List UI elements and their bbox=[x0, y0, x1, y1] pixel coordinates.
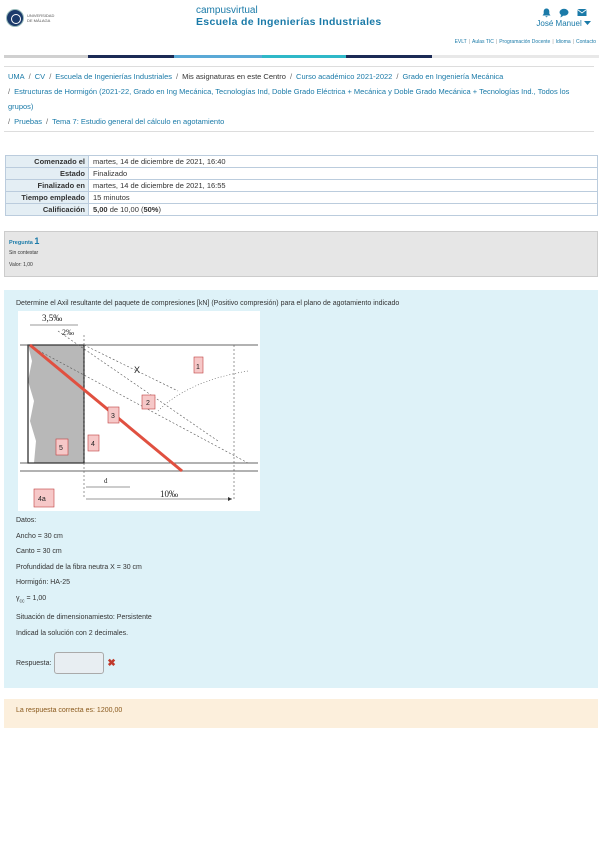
university-logo[interactable] bbox=[6, 8, 62, 28]
data-heading: Datos: bbox=[16, 517, 37, 524]
site-title-line1: campusvirtual bbox=[196, 5, 258, 16]
data-width: Ancho = 30 cm bbox=[16, 532, 63, 540]
summary-value: martes, 14 de diciembre de 2021, 16:40 bbox=[89, 156, 598, 168]
link-contacto[interactable]: Contacto bbox=[575, 39, 596, 45]
top-links: EVLT | Aulas TIC | Programación Docente | Idioma | Contacto bbox=[454, 39, 596, 45]
site-title-line2: Escuela de Ingenierías Industriales bbox=[196, 16, 382, 28]
d-label: d bbox=[104, 477, 108, 485]
summary-row-started bbox=[6, 156, 598, 168]
region-4a-label: 4a bbox=[38, 496, 46, 503]
summary-row-finished bbox=[6, 180, 598, 192]
question-formulation bbox=[4, 290, 598, 688]
summary-value: 15 minutos bbox=[89, 192, 598, 204]
header-color-bar bbox=[4, 55, 599, 58]
region-1-label: 1 bbox=[196, 364, 200, 371]
question-status: Sin contestar bbox=[9, 250, 39, 256]
breadcrumb-curso[interactable]: Curso académico 2021-2022 bbox=[296, 72, 393, 81]
data-situation: Situación de dimensionamiesto: Persistente bbox=[16, 613, 152, 621]
data-instruction: Indicad la solución con 2 decimales. bbox=[16, 629, 129, 637]
breadcrumb-pruebas[interactable]: Pruebas bbox=[14, 117, 43, 126]
breadcrumb-uma[interactable]: UMA bbox=[8, 72, 25, 81]
data-concrete: Hormigón: HA-25 bbox=[16, 579, 71, 587]
question-info bbox=[4, 231, 598, 277]
incorrect-icon: ✖ bbox=[107, 657, 116, 669]
breadcrumb-escuela[interactable]: Escuela de Ingenierías Industriales bbox=[55, 72, 173, 81]
summary-value: Finalizado bbox=[89, 168, 598, 180]
neutral-axis-label: X bbox=[134, 365, 141, 375]
answer-row bbox=[16, 652, 586, 674]
university-seal-icon bbox=[6, 9, 24, 27]
site-title[interactable] bbox=[196, 5, 382, 28]
summary-row-state bbox=[6, 168, 598, 180]
question-number: Pregunta 1 bbox=[9, 236, 40, 246]
breadcrumb: UMA / CV / Escuela de Ingenierías Industriales / Mis asignaturas en este Centro / Curso académico 2021-2022 / Grado en Ingeniería Mecánica / Estructuras de Hormigón (2021-22, Grado en Ing Mecánica, Tecnologías Ind, Doble Grado Eléctrica + Mecánica y Doble Grado Mecánica + Tecnologías Ind., Todos los grupos) / Pruebas / Tema 7: Estudio general del cálculo en agotamiento bbox=[4, 66, 594, 132]
logo-text-line1: UNIVERSIDAD bbox=[27, 13, 55, 18]
region-2-label: 2 bbox=[146, 400, 150, 407]
breadcrumb-tema[interactable]: Tema 7: Estudio general del cálculo en agotamiento bbox=[52, 117, 225, 126]
user-menu[interactable] bbox=[536, 19, 591, 28]
link-aulas-tic[interactable]: Aulas TIC bbox=[472, 39, 494, 45]
link-programacion-docente[interactable]: Programación Docente bbox=[499, 39, 551, 45]
summary-value bbox=[89, 204, 598, 216]
grade-mid: de 10,00 ( bbox=[107, 205, 144, 214]
summary-label: Comenzado el bbox=[6, 156, 89, 168]
strain-10-label: 10‰ bbox=[160, 489, 178, 499]
user-name: José Manuel bbox=[536, 19, 582, 28]
strain-diagram-image bbox=[18, 311, 260, 511]
strain-35-label: 3,5‰ bbox=[42, 313, 63, 323]
link-idioma[interactable]: Idioma bbox=[555, 39, 571, 45]
summary-label: Finalizado en bbox=[6, 180, 89, 192]
caret-down-icon bbox=[584, 19, 591, 28]
breadcrumb-cv[interactable]: CV bbox=[34, 72, 46, 81]
grade-value: 5,00 bbox=[93, 205, 108, 214]
right-answer-feedback: La respuesta correcta es: 1200,00 bbox=[4, 699, 598, 728]
summary-row-grade bbox=[6, 204, 598, 216]
strain-2-label: 2‰ bbox=[62, 328, 74, 337]
summary-label: Estado bbox=[6, 168, 89, 180]
question-data bbox=[16, 513, 586, 641]
question-mark: Valor: 1,00 bbox=[9, 262, 33, 268]
breadcrumb-grado[interactable]: Grado en Ingeniería Mecánica bbox=[402, 72, 504, 81]
breadcrumb-mis-asignaturas: Mis asignaturas en este Centro bbox=[182, 72, 286, 81]
region-4-label: 4 bbox=[91, 441, 95, 448]
site-header bbox=[0, 0, 599, 56]
region-5-label: 5 bbox=[59, 445, 63, 452]
summary-label: Tiempo empleado bbox=[6, 192, 89, 204]
summary-label: Calificación bbox=[6, 204, 89, 216]
region-3-label: 3 bbox=[111, 413, 115, 420]
answer-input[interactable] bbox=[54, 652, 104, 674]
data-neutral-axis: Profundidad de la fibra neutra X = 30 cm bbox=[16, 563, 142, 571]
data-depth: Canto = 30 cm bbox=[16, 548, 62, 556]
logo-text-line2: DE MÁLAGA bbox=[27, 18, 51, 23]
attempt-summary-table bbox=[5, 155, 598, 216]
breadcrumb-asignatura[interactable]: Estructuras de Hormigón (2021-22, Grado en Ing Mecánica, Tecnologías Ind, Doble Grado Eléctrica + Mecánica y Doble Grado Mecánica + Tecnologías Ind., Todos los grupos) bbox=[8, 87, 570, 111]
grade-end: ) bbox=[158, 205, 161, 214]
summary-value: martes, 14 de diciembre de 2021, 16:55 bbox=[89, 180, 598, 192]
answer-label: Respuesta: bbox=[16, 659, 52, 667]
summary-row-time bbox=[6, 192, 598, 204]
link-evlt[interactable]: EVLT bbox=[454, 39, 467, 45]
question-text: Determine el Axil resultante del paquete de compresiones [kN] (Positivo compresión) para el plano de agotamiento indicado bbox=[16, 300, 400, 307]
grade-percent: 50% bbox=[143, 205, 159, 214]
data-gamma: $\gamma_{cc} = 1,00$ bbox=[16, 594, 47, 605]
